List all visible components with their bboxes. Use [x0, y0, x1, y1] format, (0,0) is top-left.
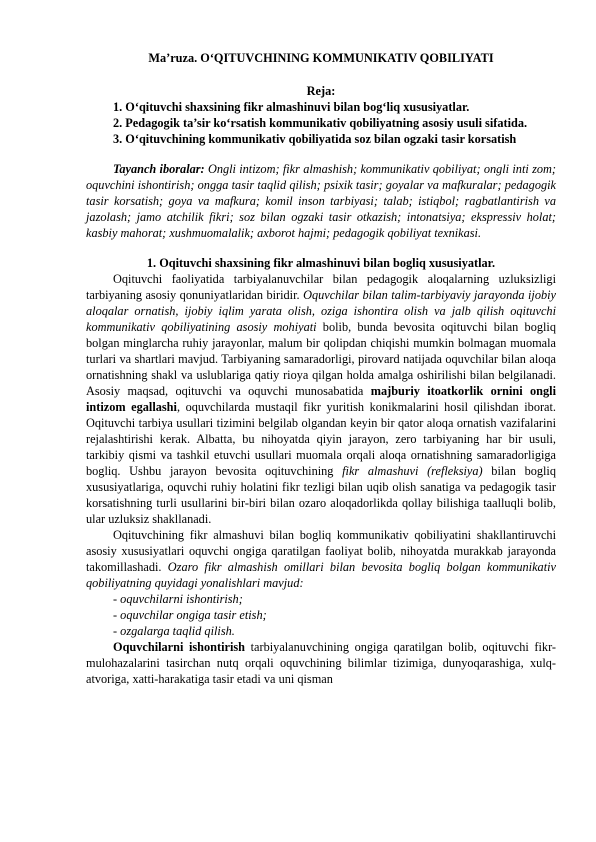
- text-run: bolib, bunda bevosita oqituvchi bilan bogliq bolgan minglarcha ruhiy jarayonlar, malum bir qolipdan chiqishi mumkin bolmagan muomala turlari va shartlari mavjud. Tarbiyaning samaradorligi, pirovard natijada oquvchilar bilan aloqa ornatishning shakl va uslublariga qatiy rioya qilgan holda amalga oshirilishi bilan belgilanadi. Asosiy maqsad, oqituvchi va oquvchi munosabatida: [86, 320, 556, 398]
- text-run-bold: majburiy itoatkorlik ornini ongli intizom egallashi: [86, 384, 556, 414]
- spacer: [86, 147, 556, 161]
- text-run-italic: Ozaro fikr almashish omillari bilan bevosita bogliq bolgan kommunikativ qobiliyatning quyidagi yonalishlari mavjud:: [86, 560, 556, 590]
- text-run: Oqituvchining fikr almashuvi bilan bogliq kommunikativ qobiliyatini shakllantiruvchi asosiy xususiyatlari oquvchi ongiga qaratilgan faoliyat bolib, nihoyatda murakkab jarayonda takomillashadi.: [86, 528, 556, 574]
- list-item-3: - ozgalarga taqlid qilish.: [113, 624, 235, 638]
- paragraph-2: [86, 527, 556, 591]
- list-item-2: - oquvchilar ongiga tasir etish;: [113, 608, 267, 622]
- lecture-title: Ma’ruza. O‘QITUVCHINING KOMMUNIKATIV QOBILIYATI: [148, 51, 494, 65]
- keywords-text: Ongli intizom; fikr almashish; kommunikativ qobiliyat; ongli inti zom; oquvchini ishontirish; ongga tasir taqlid qilish; psixik tasir; goyalar va mafkuralar; pedagogik tasir korsatish; goya va mafkura; komil inson tarbiyasi; talab; istiqbol; ragbatlantirish va jazolash; jamo atchilik fikri; soz bilan ogzaki tasir otkazish; intonatsiya; ekspressiv holat; kasbiy mahorat; xushmuomalalik; axborot hajmi; pedagogik qobiliyat texnikasi.: [86, 162, 556, 240]
- paragraph-1: [86, 271, 556, 527]
- text-run-italic: fikr almashuvi (refleksiya): [342, 464, 483, 478]
- text-run: bilan bogliq xususiyatlariga, oquvchi ruhiy holatini fikr tezligi bilan uqib olish sanatiga va pedagogik tasir korsatishning turli usullarini bir-biri bilan ozaro aloqadorlikda qollay bilishiga taalluqli bolib, ular uzluksiz shakllanadi.: [86, 464, 556, 526]
- text-run: , oquvchilarda mustaqil fikr yuritish konikmalarini hosil qilishdan iborat. Oqituvchi tarbiya usullari tizimini belgilab olgandan keyin bir qator aloqa ornatish vazifalarini rejalashtirishi kerak. Albatta, bu nihoyatda qiyin jarayon, zero tarbiyaning har bir usuli, tarkibiy qismi va tashkil etuvchi usullari muomala orqali aloqa ornatishning samaradorligiga bogliq. Ushbu jarayon bevosita oqituvchining: [86, 400, 557, 478]
- text-run-italic: Oquvchilar bilan talim-tarbiyaviy jarayonda ijobiy aloqalar ornatish, ijobiy iqlim yarata olish, oziga ishontira olish va jalb qilish oqituvchi kommunikativ qobiliyatining asosiy mohiyati: [86, 288, 556, 334]
- paragraph-3: [86, 639, 556, 687]
- text-run: tarbiyalanuvchining ongiga qaratilgan bolib, oqituvchi fikr-mulohazalarini tasirchan nutq orqali oquvchining bilimlar tizimiga, dunyoqarashiga, xulq-atvoriga, xatti-harakatiga tasir etadi va uni qisman: [86, 640, 557, 686]
- list-item-1: - oquvchilarni ishontirish;: [113, 592, 243, 606]
- plan-item-3: 3. O‘qituvchining kommunikativ qobiliyatida soz bilan ogzaki tasir korsatish: [113, 132, 517, 146]
- plan-item-1: 1. O‘qituvchi shaxsining fikr almashinuvi bilan bog‘liq xususiyatlar.: [113, 100, 470, 114]
- spacer: [86, 241, 556, 255]
- plan-item-2: 2. Pedagogik ta’sir ko‘rsatish kommunikativ qobiliyatning asosiy usuli sifatida.: [113, 116, 528, 130]
- text-run: Oqituvchi faoliyatida tarbiyalanuvchilar bilan pedagogik aloqalarning uzluksizligi tarbiyaning asosiy qonuniyatlaridan biridir.: [86, 272, 556, 302]
- keywords-label: Tayanch iboralar:: [113, 162, 205, 176]
- keywords-paragraph: [86, 161, 556, 241]
- section-heading: 1. Oqituvchi shaxsining fikr almashinuvi bilan bogliq xususiyatlar.: [146, 256, 496, 270]
- text-run-bold: Oquvchilarni ishontirish: [113, 640, 246, 654]
- document-page: [86, 50, 556, 687]
- plan-heading: Reja:: [306, 84, 336, 98]
